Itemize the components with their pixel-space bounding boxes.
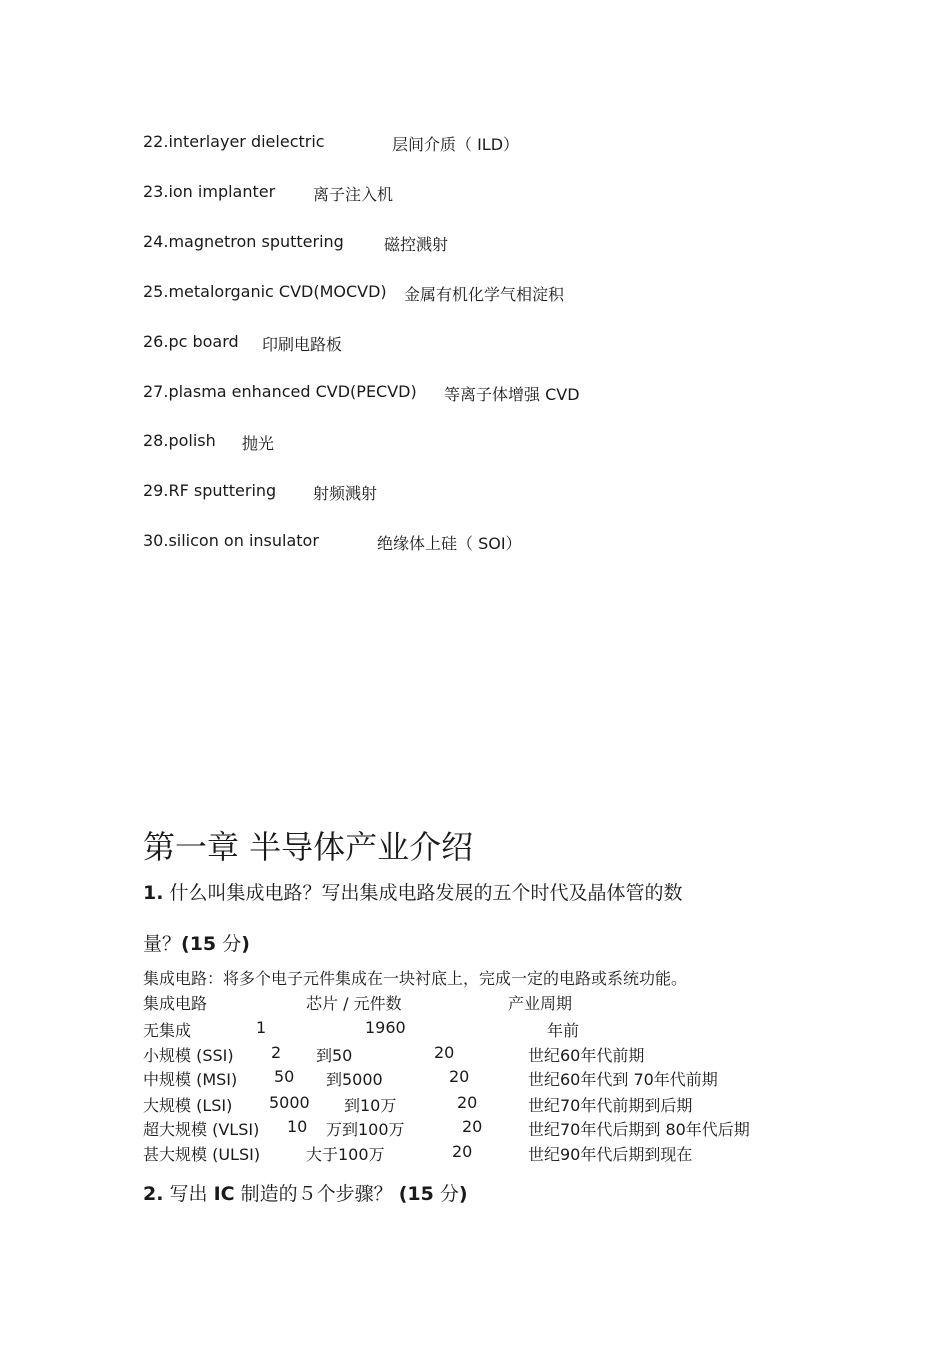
- ic-definition: 集成电路：将多个电子元件集成在一块衬底上，完成一定的电路或系统功能。: [143, 969, 688, 988]
- row-4-period: 世纪70年代后期到 80年代后期: [528, 1120, 750, 1139]
- term-25-en: 25.metalorganic CVD(MOCVD): [143, 282, 387, 301]
- row-1-count-from: 2: [271, 1043, 282, 1062]
- term-22-en: 22.interlayer dielectric: [143, 132, 325, 151]
- table-header-ic: 集成电路: [143, 994, 208, 1013]
- row-5-count: 大于100万: [306, 1145, 385, 1164]
- term-23-zh: 离子注入机: [313, 185, 394, 204]
- chapter-title: 第一章 半导体产业介绍: [143, 828, 474, 866]
- row-1-century: 20: [434, 1043, 455, 1062]
- row-2-count-to: 到5000: [326, 1070, 383, 1089]
- row-1-scale: 小规模 (SSI): [143, 1046, 234, 1065]
- question-1-score-close: ): [241, 933, 250, 955]
- question-2-score-unit: 分: [439, 1183, 459, 1205]
- question-2-score-close: ): [458, 1183, 468, 1205]
- question-2-number: 2.: [143, 1183, 164, 1205]
- question-1-score-unit: 分: [222, 933, 242, 955]
- question-2: [143, 1179, 468, 1206]
- row-3-century: 20: [457, 1093, 478, 1112]
- row-4-scale: 超大规模 (VLSI): [143, 1120, 260, 1139]
- row-2-scale: 中规模 (MSI): [143, 1070, 238, 1089]
- row-0-count: 1: [256, 1018, 267, 1037]
- term-28-zh: 抛光: [242, 434, 275, 453]
- term-24-en: 24.magnetron sputtering: [143, 232, 344, 251]
- row-3-count-from: 5000: [269, 1093, 310, 1112]
- term-27-en: 27.plasma enhanced CVD(PECVD): [143, 382, 417, 401]
- row-2-century: 20: [449, 1067, 470, 1086]
- row-4-century: 20: [462, 1117, 483, 1136]
- term-25-zh: 金属有机化学气相淀积: [404, 285, 565, 304]
- row-3-count-to: 到10万: [344, 1096, 397, 1115]
- row-0-year: 1960: [365, 1018, 406, 1037]
- question-2-text-a: 写出: [169, 1183, 208, 1205]
- row-2-count-from: 50: [274, 1067, 295, 1086]
- table-header-count: 芯片 / 元件数: [306, 994, 402, 1013]
- row-3-scale: 大规模 (LSI): [143, 1096, 233, 1115]
- row-1-period: 世纪60年代前期: [528, 1046, 645, 1065]
- question-1-line-2: [143, 929, 250, 956]
- term-30-zh: 绝缘体上硅（ SOI）: [377, 534, 522, 553]
- term-26-en: 26.pc board: [143, 332, 239, 351]
- term-30-en: 30.silicon on insulator: [143, 531, 319, 550]
- table-header-period: 产业周期: [508, 994, 573, 1013]
- row-4-count-from: 10: [287, 1117, 308, 1136]
- term-27-zh: 等离子体增强 CVD: [444, 385, 580, 404]
- row-1-count-to: 到50: [316, 1046, 353, 1065]
- row-4-count-to: 万到100万: [326, 1120, 405, 1139]
- row-5-century: 20: [452, 1142, 473, 1161]
- question-1-score: (15: [181, 933, 217, 955]
- question-1-number: 1.: [143, 882, 164, 904]
- question-2-score: (15: [398, 1183, 434, 1205]
- row-5-scale: 甚大规模 (ULSI): [143, 1145, 261, 1164]
- term-26-zh: 印刷电路板: [262, 335, 343, 354]
- row-5-period: 世纪90年代后期到现在: [528, 1145, 693, 1164]
- question-1-line-1: [143, 878, 683, 905]
- question-1-text: 什么叫集成电路？写出集成电路发展的五个时代及晶体管的数: [169, 882, 683, 904]
- question-2-text-b: 制造的５个步骤？: [240, 1183, 393, 1205]
- term-24-zh: 磁控溅射: [384, 235, 449, 254]
- question-2-ic: IC: [213, 1183, 235, 1205]
- row-0-period: 年前: [547, 1021, 580, 1040]
- term-28-en: 28.polish: [143, 431, 216, 450]
- term-29-en: 29.RF sputtering: [143, 481, 277, 500]
- row-0-scale: 无集成: [143, 1021, 192, 1040]
- row-2-period: 世纪60年代到 70年代前期: [528, 1070, 718, 1089]
- question-1-text-end: 量？: [143, 933, 182, 955]
- term-29-zh: 射频溅射: [313, 484, 378, 503]
- term-23-en: 23.ion implanter: [143, 182, 276, 201]
- term-22-zh: 层间介质（ ILD）: [392, 135, 520, 154]
- row-3-period: 世纪70年代前期到后期: [528, 1096, 693, 1115]
